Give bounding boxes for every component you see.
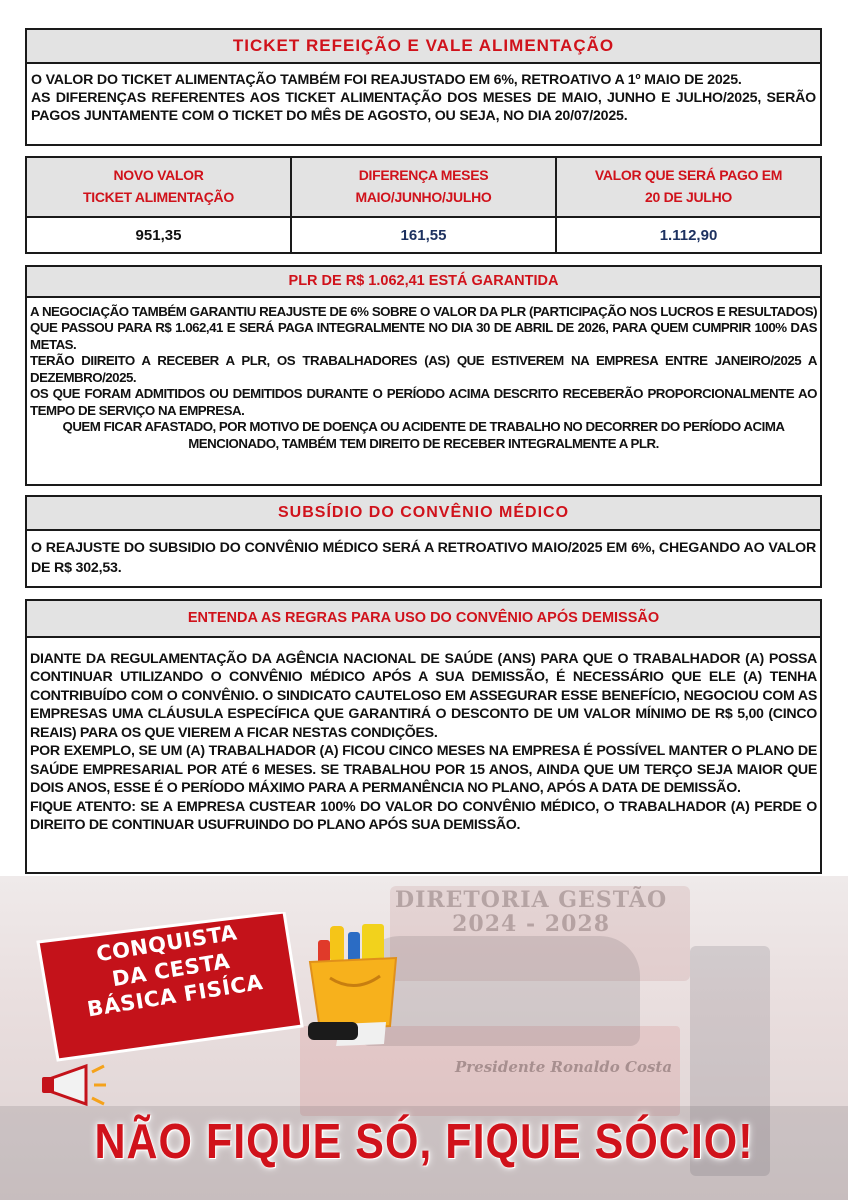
- plr-paragraph: OS QUE FORAM ADMITIDOS OU DEMITIDOS DURANTE O PERÍODO ACIMA DESCRITO RECEBERÃO PROPORCIONALMENTE AO TEMPO DE SERVIÇO NA EMPRESA.: [30, 386, 817, 418]
- ticket-values-table: [25, 156, 822, 254]
- subsidio-section-body: [27, 531, 820, 578]
- plr-section-title: PLR DE R$ 1.062,41 ESTÁ GARANTIDA: [27, 267, 820, 298]
- subsidio-section: [25, 495, 822, 588]
- table-row: [26, 217, 821, 253]
- regras-paragraph: POR EXEMPLO, SE UM (A) TRABALHADOR (A) FICOU CINCO MESES NA EMPRESA É POSSÍVEL MANTER O PLANO DE SAÚDE EMPRESARIAL POR ATÉ 6 MESES. SE TRABALHOU POR 15 ANOS, AINDA QUE UM TERÇO SEJA MAIOR QUE DOIS ANOS, ESSE É O PERÍODO MÁXIMO PARA A PERMANÊNCIA NO PLANO, APÓS A DATA DE DEMISSÃO.: [30, 743, 817, 797]
- regras-paragraph: DIANTE DA REGULAMENTAÇÃO DA AGÊNCIA NACIONAL DE SAÚDE (ANS) PARA QUE O TRABALHADOR (A) POSSA CONTINUAR UTILIZANDO O CONVÊNIO MÉDICO APÓS A SUA DEMISSÃO, É NECESSÁRIO QUE ELE (A) TENHA CONTRIBUÍDO COM O CONVÊNIO. O SINDICATO CAUTELOSO EM ASSEGURAR ESSE BENEFÍCIO, NEGOCIOU COM AS EMPRESAS UMA CLÁUSULA ESPECÍFICA QUE GARANTIRÁ O DESCONTO DE UM VALOR MÍNIMO DE R$ 5,00 (CINCO REAIS) PARA OS QUE VIEREM A FICAR NESTAS CONDIÇÕES.: [30, 651, 817, 741]
- photo-stage-text: Presidente Ronaldo Costa: [455, 1058, 673, 1076]
- slogan: NÃO FIQUE SÓ, FIQUE SÓCIO!: [94, 1114, 754, 1170]
- table-cell-diferenca: 161,55: [291, 217, 556, 253]
- plr-paragraph: TERÃO DIIREITO A RECEBER A PLR, OS TRABALHADORES (AS) QUE ESTIVEREM NA EMPRESA ENTRE JANEIRO/2025 A DEZEMBRO/2025.: [30, 353, 817, 385]
- ticket-section-body: [27, 64, 820, 126]
- ticket-section-title: TICKET REFEIÇÃO E VALE ALIMENTAÇÃO: [27, 30, 820, 64]
- subsidio-section-title: SUBSÍDIO DO CONVÊNIO MÉDICO: [27, 497, 820, 531]
- table-cell-valor-pago: 1.112,90: [556, 217, 821, 253]
- plr-section: [25, 265, 822, 486]
- table-header-valor-pago: VALOR QUE SERÁ PAGO EM 20 DE JULHO: [556, 157, 821, 217]
- table-header-row: [26, 157, 821, 217]
- grocery-bag-icon: [300, 918, 410, 1048]
- ticket-section: [25, 28, 822, 146]
- ticket-paragraph: O VALOR DO TICKET ALIMENTAÇÃO TAMBÉM FOI REAJUSTADO EM 6%, RETROATIVO A 1º MAIO DE 2025.: [31, 72, 742, 88]
- regras-section-title: ENTENDA AS REGRAS PARA USO DO CONVÊNIO APÓS DEMISSÃO: [27, 601, 820, 638]
- subsidio-paragraph: O REAJUSTE DO SUBSIDIO DO CONVÊNIO MÉDICO SERÁ A RETROATIVO MAIO/2025 EM 6%, CHEGANDO AO VALOR DE R$ 302,53.: [31, 540, 816, 576]
- regras-paragraph: FIQUE ATENTO: SE A EMPRESA CUSTEAR 100% DO VALOR DO CONVÊNIO MÉDICO, O TRABALHADOR (A) PERDE O DIREITO DE CONTINUAR USUFRUINDO DO PLANO APÓS SUA DEMISSÃO.: [30, 798, 817, 834]
- plr-paragraph: A NEGOCIAÇÃO TAMBÉM GARANTIU REAJUSTE DE 6% SOBRE O VALOR DA PLR (PARTICIPAÇÃO NOS LUCROS E RESULTADOS) QUE PASSOU PARA R$ 1.062,41 E SERÁ PAGA INTEGRALMENTE NO DIA 30 DE ABRIL DE 2026, PARA QUEM CUMPRIR 100% DAS METAS.: [30, 304, 817, 352]
- conquista-text: CONQUISTA DA CESTA BÁSICA FISÍCA: [85, 920, 265, 1022]
- plr-paragraph: QUEM FICAR AFASTADO, POR MOTIVO DE DOENÇA OU ACIDENTE DE TRABALHO NO DECORRER DO PERÍODO ACIMA MENCIONADO, TAMBÉM TEM DIREITO DE RECEBER INTEGRALMENTE A PLR.: [62, 419, 785, 451]
- regras-section: [25, 599, 822, 874]
- ticket-paragraph: AS DIFERENÇAS REFERENTES AOS TICKET ALIMENTAÇÃO DOS MESES DE MAIO, JUNHO E JULHO/2025, SERÃO PAGOS JUNTAMENTE COM O TICKET DO MÊS DE AGOSTO, OU SEJA, NO DIA 20/07/2025.: [31, 90, 816, 125]
- plr-section-body: [27, 298, 820, 452]
- photo-sign-text: DIRETORIA GESTÃO 2024 - 2028: [395, 887, 668, 938]
- table-header-diferenca: DIFERENÇA MESES MAIO/JUNHO/JULHO: [291, 157, 556, 217]
- megaphone-icon: [38, 1062, 108, 1110]
- table-header-novo-valor: NOVO VALOR TICKET ALIMENTAÇÃO: [26, 157, 291, 217]
- table-cell-novo-valor: 951,35: [26, 217, 291, 253]
- regras-section-body: [27, 638, 820, 835]
